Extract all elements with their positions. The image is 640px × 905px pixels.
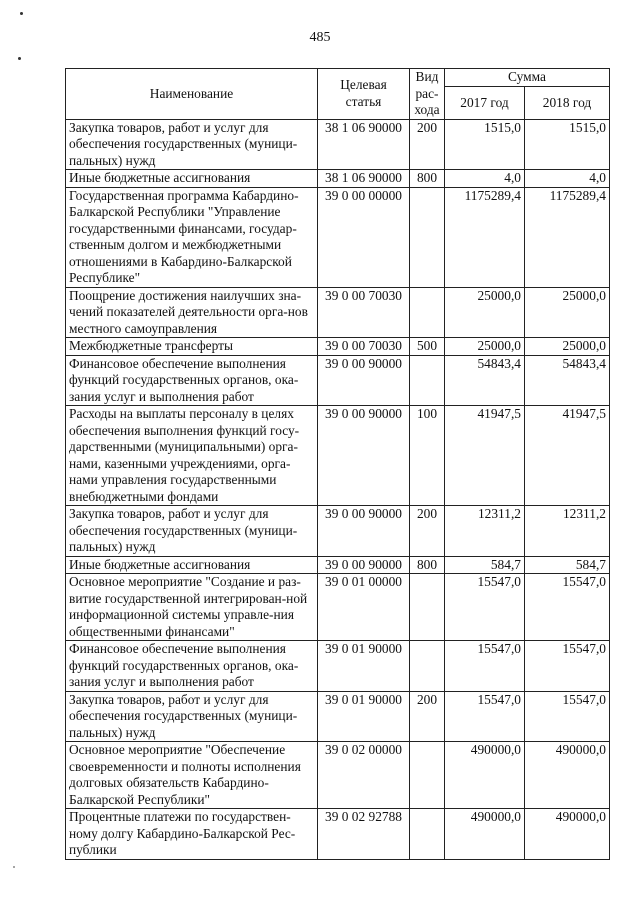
row-name: Финансовое обеспечение выполнения функций государственных органов, ока-зания услуг и выполнения работ [66,355,318,406]
row-code: 39 0 00 90000 [318,355,410,406]
row-code: 39 0 00 70030 [318,338,410,356]
row-kind [410,641,445,692]
row-amount-2017: 15547,0 [445,691,525,742]
row-amount-2017: 490000,0 [445,742,525,809]
row-name: Иные бюджетные ассигнования [66,170,318,188]
row-code: 38 1 06 90000 [318,119,410,170]
row-amount-2017: 490000,0 [445,809,525,860]
row-name: Основное мероприятие "Создание и раз-витие государственной интегрирован-ной информационной системы управле-ния общественными финансами" [66,574,318,641]
row-kind: 800 [410,170,445,188]
row-amount-2017: 15547,0 [445,574,525,641]
table-row [66,119,610,170]
row-amount-2018: 54843,4 [525,355,610,406]
row-name: Закупка товаров, работ и услуг для обеспечения государственных (муници-пальных) нужд [66,119,318,170]
scan-speck [20,12,23,15]
row-amount-2018: 41947,5 [525,406,610,506]
table-row [66,170,610,188]
row-code: 39 0 00 90000 [318,556,410,574]
row-amount-2017: 12311,2 [445,506,525,557]
header-2017: 2017 год [445,87,525,119]
table-row [66,556,610,574]
row-kind: 500 [410,338,445,356]
row-amount-2017: 4,0 [445,170,525,188]
row-code: 39 0 00 90000 [318,506,410,557]
row-amount-2018: 12311,2 [525,506,610,557]
row-amount-2018: 584,7 [525,556,610,574]
table-row [66,355,610,406]
row-code: 39 0 02 92788 [318,809,410,860]
row-name: Расходы на выплаты персоналу в целях обеспечения выполнения функций госу-дарственными (муниципальными) орга-нами, казенными учреждениями, орга-нами управления государственными внебюджетными фондами [66,406,318,506]
table-row [66,287,610,338]
table-row [66,742,610,809]
row-amount-2017: 54843,4 [445,355,525,406]
header-sum: Сумма [445,69,610,87]
row-amount-2018: 25000,0 [525,338,610,356]
table-row [66,574,610,641]
row-kind [410,287,445,338]
row-amount-2018: 490000,0 [525,809,610,860]
row-kind: 100 [410,406,445,506]
row-kind [410,355,445,406]
row-kind [410,742,445,809]
row-code: 39 0 02 00000 [318,742,410,809]
row-code: 38 1 06 90000 [318,170,410,188]
row-kind: 200 [410,506,445,557]
row-code: 39 0 01 00000 [318,574,410,641]
row-amount-2018: 1175289,4 [525,187,610,287]
row-name: Поощрение достижения наилучших зна-чений показателей деятельности орга-нов местного самоуправления [66,287,318,338]
row-kind: 800 [410,556,445,574]
row-name: Государственная программа Кабардино-Балкарской Республики "Управление государственными финансами, государ-ственным долгом и межбюджетными отношениями в Кабардино-Балкарской Республике" [66,187,318,287]
row-amount-2017: 25000,0 [445,338,525,356]
row-amount-2017: 15547,0 [445,641,525,692]
budget-table [65,68,610,860]
row-kind: 200 [410,691,445,742]
scan-speck [18,57,21,60]
row-code: 39 0 01 90000 [318,641,410,692]
row-amount-2018: 1515,0 [525,119,610,170]
table-row [66,641,610,692]
row-amount-2017: 25000,0 [445,287,525,338]
header-code: Целевая статья [318,69,410,120]
row-kind [410,187,445,287]
row-amount-2017: 584,7 [445,556,525,574]
header-name: Наименование [66,69,318,120]
scan-speck [13,866,15,868]
row-name: Закупка товаров, работ и услуг для обеспечения государственных (муници-пальных) нужд [66,506,318,557]
row-name: Финансовое обеспечение выполнения функций государственных органов, ока-зания услуг и выполнения работ [66,641,318,692]
row-amount-2017: 1175289,4 [445,187,525,287]
row-kind: 200 [410,119,445,170]
row-amount-2017: 41947,5 [445,406,525,506]
table-row [66,809,610,860]
row-code: 39 0 00 70030 [318,287,410,338]
row-code: 39 0 01 90000 [318,691,410,742]
header-2018: 2018 год [525,87,610,119]
row-name: Процентные платежи по государствен-ному долгу Кабардино-Балкарской Рес-публики [66,809,318,860]
row-amount-2017: 1515,0 [445,119,525,170]
header-kind: Вид рас-хода [410,69,445,120]
row-amount-2018: 15547,0 [525,641,610,692]
table-row [66,406,610,506]
row-amount-2018: 25000,0 [525,287,610,338]
row-name: Закупка товаров, работ и услуг для обеспечения государственных (муници-пальных) нужд [66,691,318,742]
row-name: Основное мероприятие "Обеспечение своевременности и полноты исполнения долговых обязательств Кабардино-Балкарской Республики" [66,742,318,809]
row-amount-2018: 490000,0 [525,742,610,809]
table-row [66,338,610,356]
row-code: 39 0 00 90000 [318,406,410,506]
row-code: 39 0 00 00000 [318,187,410,287]
row-name: Межбюджетные трансферты [66,338,318,356]
row-kind [410,809,445,860]
row-kind [410,574,445,641]
row-amount-2018: 4,0 [525,170,610,188]
row-amount-2018: 15547,0 [525,691,610,742]
table-row [66,506,610,557]
row-amount-2018: 15547,0 [525,574,610,641]
row-name: Иные бюджетные ассигнования [66,556,318,574]
table-row [66,691,610,742]
table-row [66,187,610,287]
page-number: 485 [309,30,331,45]
